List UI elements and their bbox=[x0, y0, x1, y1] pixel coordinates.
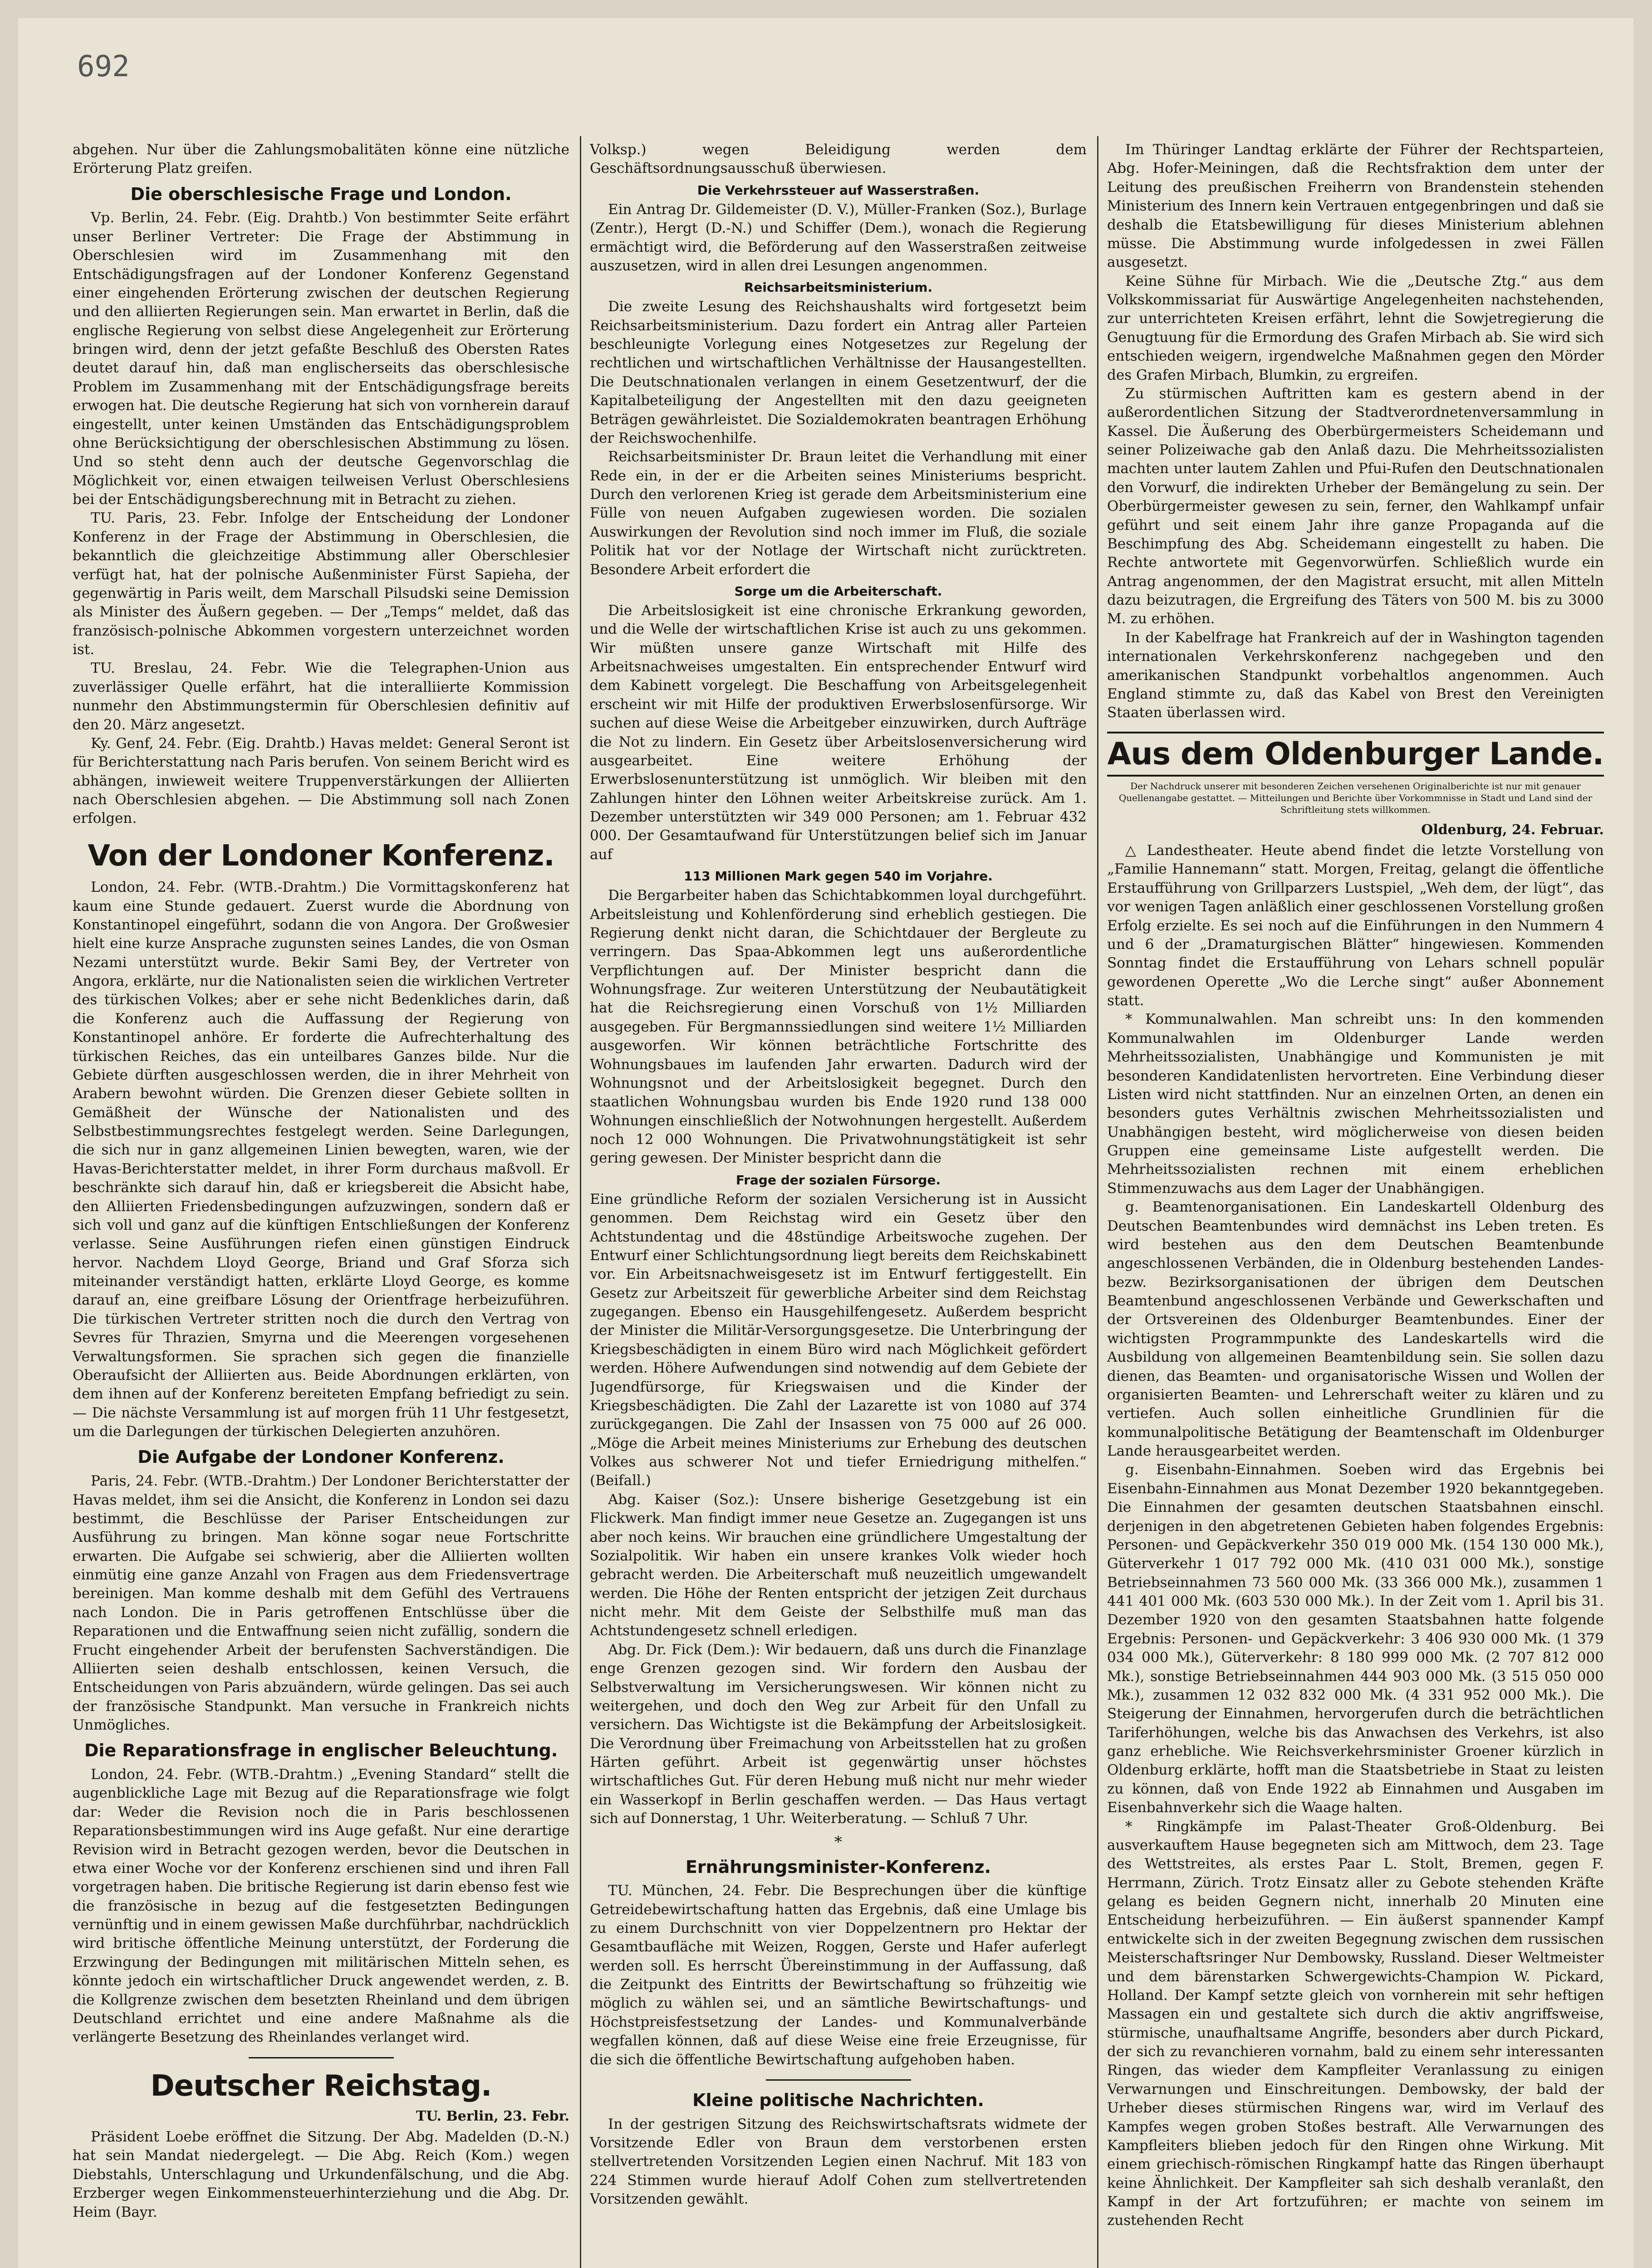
paragraph: TU. Breslau, 24. Febr. Wie die Telegraphen-Union aus zuverlässiger Quelle erfährt, hat die interalliierte Kommission nunmehr den Abstimmungstermin für Oberschlesien definitiv auf den 20. März angesetzt. bbox=[73, 660, 569, 733]
paragraph: Abg. Dr. Fick (Dem.): Wir bedauern, daß uns durch die Finanzlage enge Grenzen gezogen sind. Wir fordern den Ausbau der Selbstverwaltung im Versicherungswesen. Wir können nicht zu weitergehen, und doch den Weg zur Arbeit für den Unfall zu versichern. Das Wichtigste ist die Bekämpfung der Arbeitslosigkeit. Die Verordnung über Freimachung von Arbeitsstellen hat zu großen Härten geführt. Arbeit ist gegenwärtig unser höchstes wirtschaftliches Gut. Für deren Hebung muß nicht nur mehr wieder ein Wasserkopf in Berlin geschaffen werden. — Das Haus vertagt sich auf Donnerstag, 1 Uhr. Weiterberatung. — Schluß 7 Uhr. bbox=[590, 1641, 1087, 1827]
paragraph: Ein Antrag Dr. Gildemeister (D. V.), Müller-Franken (Soz.), Burlage (Zentr.), Hergt (D.-N.) und Schiffer (Dem.), wonach die Regierung ermächtigt wird, die Beförderung auf den Wasserstraßen zeitweise auszusetzen, wird in allen drei Lesungen angenommen. bbox=[590, 201, 1087, 274]
paragraph: Paris, 24. Febr. (WTB.-Drahtm.) Der Londoner Berichterstatter der Havas meldet, ihm sei die Ansicht, die Konferenz in London sei dazu bestimmt, die Beschlüsse der Pariser Entscheidungen zur Ausführung zu bringen. Man könne sogar neue Fortschritte erwarten. Die Aufgabe sei schwierig, aber die Alliierten wollten einmütig eine ganze Anzahl von Fragen aus dem Friedensvertrage bereinigen. Man komme deshalb mit dem Gefühl des Vertrauens nach London. Die in Paris getroffenen Entschlüsse über die Reparationen und die Entwaffnung seien nicht zufällig, sondern die Frucht eingehender Arbeit der berufensten Sachverständigen. Die Alliierten seien deshalb entschlossen, keinen Versuch, die Entscheidungen von Paris abzuändern, würde gelingen. Das sei auch der französische Standpunkt. Man versuche in Frankreich nichts Unmögliches. bbox=[73, 1473, 569, 1734]
paragraph: Reichsarbeitsminister Dr. Braun leitet die Verhandlung mit einer Rede ein, in der er die Arbeiten seines Ministeriums bespricht. Durch den verlorenen Krieg ist gerade dem Arbeitsministerium eine Fülle von neuen Aufgaben zugewiesen worden. Die sozialen Auswirkungen der Revolution sind noch immer im Fluß, die soziale Politik hat vor der Notlage der Wirtschaft nicht zurücktreten. Besondere Arbeit erfordert die bbox=[590, 449, 1087, 578]
divider bbox=[766, 2079, 911, 2081]
paragraph: Die zweite Lesung des Reichshaushalts wird fortgesetzt beim Reichsarbeitsministerium. Dazu fordert ein Antrag aller Parteien beschleunigte Vorlegung eines Notgesetzes zur Regelung der rechtlichen und wirtschaftlichen Verhältnisse der Hausangestellten. Die Deutschnationalen verlangen in einem Gesetzentwurf, der die Kapitalbeteiligung der Angestellten mit den dazu geeigneten Beträgen gewährleistet. Die Sozialdemokraten beantragen Erhöhung der Reichswochenhilfe. bbox=[590, 298, 1087, 446]
headline-reichstag: Deutscher Reichstag. bbox=[150, 2069, 492, 2103]
headline-oldenburger-lande: Aus dem Oldenburger Lande. bbox=[1107, 732, 1604, 777]
paragraph: TU. Paris, 23. Febr. Infolge der Entscheidung der Londoner Konferenz in der Frage der Abstimmung in Oberschlesien, die bekanntlich die gleichzeitige Abstimmung aller Oberschlesier verfügt hat, hat der polnische Außenminister Fürst Sapieha, der gegenwärtig in Paris weilt, dem Marschall Pilsudski seine Demission als Minister des Äußern gegeben. — Der „Temps“ meldet, daß das französisch-polnische Abkommen vorgestern unterzeichnet worden ist. bbox=[73, 510, 569, 658]
subhead-sorge: Sorge um die Arbeiterschaft. bbox=[734, 583, 942, 599]
paragraph: △ Landestheater. Heute abend findet die letzte Vorstellung von „Familie Hannemann“ statt. Morgen, Freitag, gelangt die öffentliche Erstaufführung von Grillparzers Lustspiel, „Weh dem, der lügt“, das vor wenigen Tagen anläßlich einer geschlossenen Vorstellung großen Erfolg erzielte. Es sei noch auf die Einführungen in den Nummern 4 und 6 der „Dramaturgischen Blätter“ hingewiesen. Kommenden Sonntag findet die Erstaufführung von Lehars schnell populär gewordenen Operette „Wo die Lerche singt“ außer Abonnement statt. bbox=[1107, 842, 1604, 1009]
paragraph: Die Arbeitslosigkeit ist eine chronische Erkrankung geworden, und die Welle der wirtschaftlichen Krise ist auch zu uns gekommen. Wir müßten unsere ganze Wirtschaft mit Hilfe des Arbeitsnachweises umgestalten. Ein entsprechender Entwurf wird dem Kabinett vorgelegt. Die Beschaffung von Arbeitsgelegenheit erscheint wir mit Hilfe der produktiven Erwerbslosenfürsorge. Wir suchen auf diese Weise die Arbeitgeber einzuwirken, durch Aufträge die Not zu lindern. Ein Gesetz über Arbeitslosenversicherung wird ausgearbeitet. Eine weitere Erhöhung der Erwerbslosenunterstützung ist unmöglich. Wir bleiben mit den Zahlungen hinter den Löhnen weiter Arbeitskreise zurück. Am 1. Dezember unterstützten wir 349 000 Personen; am 1. Februar 432 000. Der Gesamtaufwand für Unterstützungen belief sich im Januar auf bbox=[590, 602, 1087, 863]
paragraph: Die Bergarbeiter haben das Schichtabkommen loyal durchgeführt. Arbeitsleistung und Kohlenförderung sind erheblich gestiegen. Die Regierung denkt nicht daran, die Schichtdauer der Bergleute zu verringern. Das Spaa-Abkommen legt uns außerordentliche Verpflichtungen auf. Der Minister bespricht dann die Wohnungsfrage. Zur weiteren Unterstützung der Neubautätigkeit hat die Reichsregierung einen Vorschuß von 1½ Milliarden ausgegeben. Für Bergmannssiedlungen sind weitere 1½ Milliarden ausgeworfen. Wir können beträchtliche Fortschritte des Wohnungsbaues im laufenden Jahr erwarten. Dadurch wird der Wohnungsnot und der Arbeitslosigkeit begegnet. Durch den staatlichen Wohnungsbau wurden bis Ende 1920 rund 138 000 Wohnungen einschließlich der Notwohnungen hergestellt. Außerdem noch 12 000 Wohnungen. Die Privatwohnungstätigkeit ist sehr gering gewesen. Der Minister bespricht dann die bbox=[590, 887, 1087, 1167]
subhead-fuersorge: Frage der sozialen Fürsorge. bbox=[735, 1172, 941, 1188]
paragraph: Keine Sühne für Mirbach. Wie die „Deutsche Ztg.“ aus dem Volkskommissariat für Auswärtige Angelegenheiten nachstehenden, zur unterrichteten Kreisen erfährt, lehnt die Sowjetregierung die Genugtuung für die Ermordung des Grafen Mirbach ab. Sie wird sich entschieden weigern, irgendwelche Maßnahmen gegen den Mörder des Grafen Mirbach, Blumkin, zu ergreifen. bbox=[1107, 273, 1604, 383]
paragraph: TU. München, 24. Febr. Die Besprechungen über die künftige Getreidebewirtschaftung hatten das Ergebnis, daß eine Umlage bis zu einem Durchschnitt von vier Doppelzentnern pro Hektar der Gesamtbaufläche mit Weizen, Roggen, Gerste und Hafer auferlegt werden soll. Es herrscht Übereinstimmung in der Auffassung, daß die Zeitpunkt des Eintritts der Bewirtschaftung so frühzeitig wie möglich zu wählen sei, und an sämtliche Bewirtschaftungs- und Höchstpreisfestsetzung der Landes- und Kommunalverbände wegfallen können, daß auf diese Weise eine freie Erzeugnisse, für die sich die öffentliche Bewirtschaftung aufgehoben haben. bbox=[590, 1882, 1087, 2068]
paragraph: In der Kabelfrage hat Frankreich auf der in Washington tagenden internationalen Verkehrskonferenz nachgegeben und den amerikanischen Standpunkt vorbehaltlos angenommen. Auch England stimmte zu, daß das Kabel von Brest den Vereinigten Staaten überlassen wird. bbox=[1107, 629, 1604, 721]
divider bbox=[249, 2057, 394, 2058]
paragraph: London, 24. Febr. (WTB.-Drahtm.) „Evening Standard“ stellt die augenblickliche Lage mit Bezug auf die Reparationsfrage wie folgt dar: Weder die Revision noch die in Paris beschlossenen Reparationsbestimmungen wird ins Auge gefaßt. Nur eine derartige Revision wird in Betracht gezogen werden, bevor die Deutschen in etwa einer Woche vor der Konferenz erschienen sind und ihren Fall vorgetragen haben. Die britische Regierung ist darin ebenso fest wie die französische in bezug auf die festgesetzten Bedingungen vernünftig und in einem gewissen Maße durchführbar, nachdrücklich wird britische öffentliche Meinung unterstützt, der Forderung die Erzwingung der Bedingungen mit militärischen Mitteln sehen, es könnte jedoch ein wirtschaftlicher Druck angewendet werden, z. B. die Kollgrenze zwischen dem besetzten Rheinland und dem übrigen Deutschland errichtet und eine andere Maßnahme als die verlängerte Besetzung des Rheinlandes verlanget wird. bbox=[73, 1766, 569, 2046]
paragraph: London, 24. Febr. (WTB.-Drahtm.) Die Vormittagskonferenz hat kaum eine Stunde gedauert. Zuerst wurde die Abordnung von Konstantinopel eingeführt, sodann die von Angora. Der Großwesier hielt eine kurze Ansprache zugunsten seines Landes, die von Osman Nezami unterstützt wurde. Bekir Sami Bey, der Vertreter von Angora, erklärte, nur die Nationalisten seien die wirklichen Vertreter des türkischen Volkes; aber er sehe nicht Bedenkliches darin, daß die Konferenz auch die Auffassung der Regierung von Konstantinopel anhöre. Er forderte die Aufrechterhaltung des türkischen Reiches, das ein unteilbares Ganzes bilde. Nur die Gebiete dürften ausgeschlossen werden, die in ihrer Mehrheit von Arabern bewohnt würden. Die Grenzen dieser Gebiete sollten in Gemäßheit der Wünsche der Nationalisten und des Selbstbestimmungsrechtes festgelegt werden. Seine Darlegungen, die sich nur in ganz allgemeinen Linien bewegten, waren, wie der Havas-Berichterstatter meldet, in ihrer Form durchaus maßvoll. Er beschränkte sich darauf hin, daß er kriegsbereit die Absicht habe, den Alliierten Friedensbedingungen aufzuzwingen, sondern daß er sich voll und ganz auf die künftigen Entschließungen der Konferenz verlasse. Seine Ausführungen riefen einen günstigen Eindruck hervor. Nachdem Lloyd George, Briand und Graf Sforza sich miteinander verständigt hatten, erklärte Lloyd George, es komme darauf an, eine greifbare Lösung der Orientfrage herbeizuführen. Die türkischen Vertreter stritten noch die durch den Vertrag von Sevres für Thrazien, Smyrna und die Meerengen vorgesehenen Verwaltungsformen. Sie sprachen sich gegen die finanzielle Oberaufsicht der Alliierten aus. Beide Abordnungen erklärten, von dem ihnen auf der Konferenz bereiteten Empfang befriedigt zu sein. — Die nächste Versammlung ist auf morgen früh 11 Uhr festgesetzt, um die Darlegungen der türkischen Delegierten anzuhören. bbox=[73, 879, 569, 1440]
headline-oberschlesien: Die oberschlesische Frage und London. bbox=[130, 184, 512, 204]
paragraph: Abg. Kaiser (Soz.): Unsere bisherige Gesetzgebung ist ein Flickwerk. Man findigt immer neue Gesetze an. Zugegangen ist uns aber noch keins. Wir brauchen eine gründlichere Umgestaltung der Sozialpolitik. Wir haben ein unsere krankes Volk wieder hoch gebracht werden. Die Arbeiterschaft muß neuzeitlich umgewandelt werden. Die Höhe der Renten entspricht der jetzigen Zeit durchaus nicht mehr. Mit dem Geiste der Selbsthilfe muß man das Achtstundengesetz schnell erledigen. bbox=[590, 1491, 1087, 1639]
page-number: 692 bbox=[77, 50, 130, 83]
paragraph: Zu stürmischen Auftritten kam es gestern abend in der außerordentlichen Sitzung der Stadtverordnetenversammlung in Kassel. Die Äußerung des Oberbürgermeisters Scheidemann und seiner Polizeiwache gab den Anlaß dazu. Die Mehrheitssozialisten machten unter lautem Zahlen und Pfui-Rufen den Deutschnationalen den Vorwurf, die indirekten Urheber der Bemängelung zu sein. Der Oberbürgermeister gewesen zu sein, ferner, den Wahlkampf unfair geführt und seit einem Jahr ihre ganze Propaganda auf die Beschimpfung des Abg. Scheidemann eingestellt zu haben. Die Rechte antwortete mit Gegenvorwürfen. Schließlich wurde ein Antrag angenommen, der den Magistrat ersucht, mit allen Mitteln dazu beizutragen, die Ergreifung des Täters von 500 M. bis zu 3000 M. zu erhöhen. bbox=[1107, 385, 1604, 627]
headline-kleine-nachrichten: Kleine politische Nachrichten. bbox=[692, 2090, 984, 2110]
dateline: Oldenburg, 24. Februar. bbox=[1421, 822, 1604, 838]
dateline: TU. Berlin, 23. Febr. bbox=[416, 2108, 569, 2125]
column-3 bbox=[1107, 141, 1604, 2268]
paragraph: Präsident Loebe eröffnet die Sitzung. Der Abg. Madelden (D.-N.) hat sein Mandat niedergelegt. — Die Abg. Reich (Kom.) wegen Diebstahls, Unterschlagung und Urkundenfälschung, und die Abg. Erzberger wegen Einkommensteuerhinterziehung und die Abg. Dr. Heim (Bayr. bbox=[73, 2129, 569, 2220]
asterisk-divider: * bbox=[834, 1833, 842, 1851]
headline-londoner-konferenz: Von der Londoner Konferenz. bbox=[88, 839, 554, 873]
paragraph: Im Thüringer Landtag erklärte der Führer der Rechtsparteien, Abg. Hofer-Meiningen, daß die Rechtsfraktion dem unter der Leitung des preußischen Freiherrn von Brandenstein stehenden Ministerium des Innern kein Vertrauen entgegenbringen und daß sie deshalb die Etatsbewilligung für dieses Ministerium ablehnen müsse. Die Abstimmung wurde infolgedessen in zwei Fällen ausgesetzt. bbox=[1107, 142, 1604, 271]
subhead-verkehrssteuer: Die Verkehrssteuer auf Wasserstraßen. bbox=[697, 182, 980, 198]
paragraph: * Kommunalwahlen. Man schreibt uns: In den kommenden Kommunalwahlen im Oldenburger Lande werden Mehrheitssozialisten, Unabhängige und Kommunisten je mit besonderen Kandidatenlisten hervortreten. Eine Verbindung dieser Listen wird nicht stattfinden. Nur an einzelnen Orten, an denen ein besonders gutes Verhältnis zwischen Mehrheitssozialisten und Unabhängigen besteht, wird möglicherweise von diesen beiden Gruppen eine gemeinsame Liste aufgestellt werden. Die Mehrheitssozialisten rechnen mit einem erheblichen Stimmenzuwachs aus dem Lager der Unabhängigen. bbox=[1107, 1011, 1604, 1197]
headline-ernaehrungsminister: Ernährungsminister-Konferenz. bbox=[685, 1857, 991, 1877]
column-rule bbox=[1097, 136, 1098, 2268]
paragraph: Ky. Genf, 24. Febr. (Eig. Drahtb.) Havas meldet: General Seront ist für Berichterstattung nach Paris berufen. Von seinem Bericht wird es abhängen, inwieweit weitere Truppenverstärkungen der Alliierten nach Oberschlesien abgehen. — Die Abstimmung soll nach Zonen erfolgen. bbox=[73, 735, 569, 827]
reprint-note: Der Nachdruck unserer mit besonderen Zeichen versehenen Originalberichte ist nur mit genauer Quellenangabe gestattet. — Mitteilungen und Berichte über Vorkommnisse in Stadt und Land sind der Schriftleitung stets willkommen. bbox=[1118, 781, 1593, 816]
paragraph: In der gestrigen Sitzung des Reichswirtschaftsrats widmete der Vorsitzende Edler von Braun dem verstorbenen ersten stellvertretenden Vorsitzenden Legien einen Nachruf. Mit 183 von 224 Stimmen wurde hierauf Adolf Cohen zum stellvertretenden Vorsitzenden gewählt. bbox=[590, 2116, 1087, 2208]
column-2 bbox=[590, 141, 1087, 2268]
paragraph: Eine gründliche Reform der sozialen Versicherung ist in Aussicht genommen. Dem Reichstag wird ein Gesetz über den Achtstundentag und die 48stündige Arbeitswoche zugehen. Der Entwurf einer Schlichtungsordnung liegt bereits dem Reichskabinett vor. Ein Arbeitsnachweisgesetz ist im Entwurf fertiggestellt. Ein Gesetz zur Arbeitszeit für gewerbliche Arbeiter sind dem Reichstag zugegangen. Ebenso ein Hausgehilfengesetz. Außerdem bespricht der Minister die Militär-Versorgungsgesetze. Die Unterbringung der Kriegsbeschädigten in einem Büro wird nach Möglichkeit gefördert werden. Höhere Aufwendungen sind notwendig auf dem Gebiete der Jugendfürsorge, für Kriegswaisen und die Kinder der Kriegsbeschädigten. Die Zahl der Lazarette ist von 1080 auf 374 zurückgegangen. Die Zahl der Insassen von 75 000 auf 26 000. „Möge die Arbeit meines Ministeriums zur Erhebung des deutschen Volkes aus schwerer Not und tiefer Erniedrigung mithelfen.“ (Beifall.) bbox=[590, 1191, 1087, 1489]
subhead-millionen: 113 Millionen Mark gegen 540 im Vorjahre. bbox=[684, 869, 993, 884]
paragraph: Vp. Berlin, 24. Febr. (Eig. Drahtb.) Von bestimmter Seite erfährt unser Berliner Vertreter: Die Frage der Abstimmung in Oberschlesien wird im Zusammenhang mit den Entschädigungsfragen auf der Londoner Konferenz Gegenstand einer eingehenden Erörterung zwischen der deutschen Regierung und den alliierten Regierungen sein. Man erwartet in Berlin, daß die englische Regierung von selbst diese Angelegenheit zur Erörterung bringen wird, denn der jetzt gefaßte Beschluß des Obersten Rates deutet darauf hin, daß man englischerseits das oberschlesische Problem im Zusammenhang mit der Entschädigungsfrage bereits erwogen hat. Die deutsche Regierung hat sich von vornherein darauf eingestellt, unter keinen Umständen das Entschädigungsproblem ohne Berücksichtigung der oberschlesischen Abstimmung zu lösen. Und so steht denn auch der deutsche Gegenvorschlag die Möglichkeit vor, einen etwaigen teilweisen Verlust Oberschlesiens bei der Entschädigungsberechnung mit in Betracht zu ziehen. bbox=[73, 210, 569, 508]
paragraph: * Ringkämpfe im Palast-Theater Groß-Oldenburg. Bei ausverkauftem Hause begegneten sich am Mittwoch, dem 23. Tage des Wettstreites, als erstes Paar L. Stolt, Bremen, gegen F. Herrmann, Zürich. Trotz Einsatz aller zu Gebote stehenden Kräfte gelang es beiden Gegnern nicht, innerhalb 20 Minuten eine Entscheidung herbeizuführen. — Ein äußerst spannender Kampf entwickelte sich in der zweiten Begegnung zwischen dem russischen Meisterschaftsringer Nur Dembowsky, Russland. Dieser Weltmeister und dem bärenstarken Schwergewichts-Champion W. Pickard, Holland. Der Kampf setzte gleich von vornherein mit sehr heftigen Massagen ein und gestaltete sich durch die aktiv angriffsweise, stürmische, unaufhaltsame Angriffe, besonders aber durch Pickard, der sich zu revanchieren vornahm, bald zu einem sehr interessanten Ringen, das wieder dem Kampfleiter Veranlassung zu einigen Verwarnungen und Einschreitungen. Dembowsky, der bald der Urheber dieses stürmischen Ringens war, wird im Verlauf des Kampfes wegen groben Stoßes bestraft. Alle Verwarnungen des Kampfleiters blieben jedoch für den Ringen ohne Wirkung. Mit einem griechisch-römischen Ringkampf hatte das Ringen überhaupt keine Ähnlichkeit. Der Kampfleiter sah sich deshalb veranlaßt, den Kampf in der Art fortzuführen; er machte von seinem im zustehenden Recht bbox=[1107, 1818, 1604, 2229]
paragraph: Volksp.) wegen Beleidigung werden dem Geschäftsordnungsausschuß überwiesen. bbox=[590, 142, 1087, 177]
paragraph: g. Eisenbahn-Einnahmen. Soeben wird das Ergebnis bei Eisenbahn-Einnahmen aus Monat Dezember 1920 bekanntgegeben. Die Einnahmen der gesamten deutschen Staatsbahnen einschl. derjenigen in den abgetretenen Gebieten haben folgendes Ergebnis: Personen- und Gepäckverkehr 350 019 000 Mk. (154 130 000 Mk.), Güterverkehr 1 017 792 000 Mk. (410 031 000 Mk.), sonstige Betriebseinnahmen 73 560 000 Mk. (33 366 000 Mk.), zusammen 1 441 401 000 Mk. (603 530 000 Mk.). In der Zeit vom 1. April bis 31. Dezember 1920 von den gesamten Staatsbahnen hatte folgende Ergebnis: Personen- und Gepäckverkehr: 3 406 930 000 Mk. (1 379 034 000 Mk.), Güterverkehr: 8 180 999 000 Mk. (2 707 812 000 Mk.), sonstige Betriebseinnahmen 444 903 000 Mk. (3 515 050 000 Mk.), zusammen 12 032 832 000 Mk. (4 331 952 000 Mk.). Die Steigerung der Einnahmen, hervorgerufen durch die beträchtlichen Tariferhöhungen, welche bis das Anwachsen des Verkehrs, ist also ganz erhebliche. Wie Reichsverkehrsminister Groener kürzlich in Oldenburg erklärte, hofft man die Staatsbetriebe in Staat zu leisten zu können, daß von Ende 1922 ab Einnahmen und Ausgaben im Eisenbahnverkehr sich die Waage halten. bbox=[1107, 1461, 1604, 1816]
headline-aufgabe: Die Aufgabe der Londoner Konferenz. bbox=[137, 1447, 505, 1467]
column-rule bbox=[580, 136, 581, 2268]
paragraph: abgehen. Nur über die Zahlungsmobalitäten könne eine nützliche Erörterung Platz greifen. bbox=[73, 142, 569, 177]
paragraph: g. Beamtenorganisationen. Ein Landeskartell Oldenburg des Deutschen Beamtenbundes wird demnächst ins Leben treten. Es wird bestehen aus den dem Deutschen Beamtenbunde angeschlossenen Verbänden, die in Oldenburg bestehenden Landes- bezw. Bezirksorganisationen der übrigen dem Deutschen Beamtenbund angeschlossenen Verbände und Gewerkschaften und der Ortsvereinen des Oldenburger Beamtenbundes. Einer der wichtigsten Programmpunkte des Landeskartells wird die Ausbildung von allgemeinen Beamtenbildung sein. Sie sollen dazu dienen, das Beamten- und organisatorische Wissen und Wollen der organisierten Beamten- und Lehrerschaft weiter zu klären und zu vertiefen. Auch sollen einheitliche Grundlinien für die kommunalpolitische Betätigung der Beamtenschaft im Oldenburger Lande herausgearbeitet werden. bbox=[1107, 1199, 1604, 1460]
subhead-reichsarbeitsministerium: Reichsarbeitsministerium. bbox=[744, 280, 933, 295]
column-1 bbox=[73, 141, 569, 2268]
headline-reparationsfrage: Die Reparationsfrage in englischer Beleuchtung. bbox=[84, 1740, 558, 1761]
